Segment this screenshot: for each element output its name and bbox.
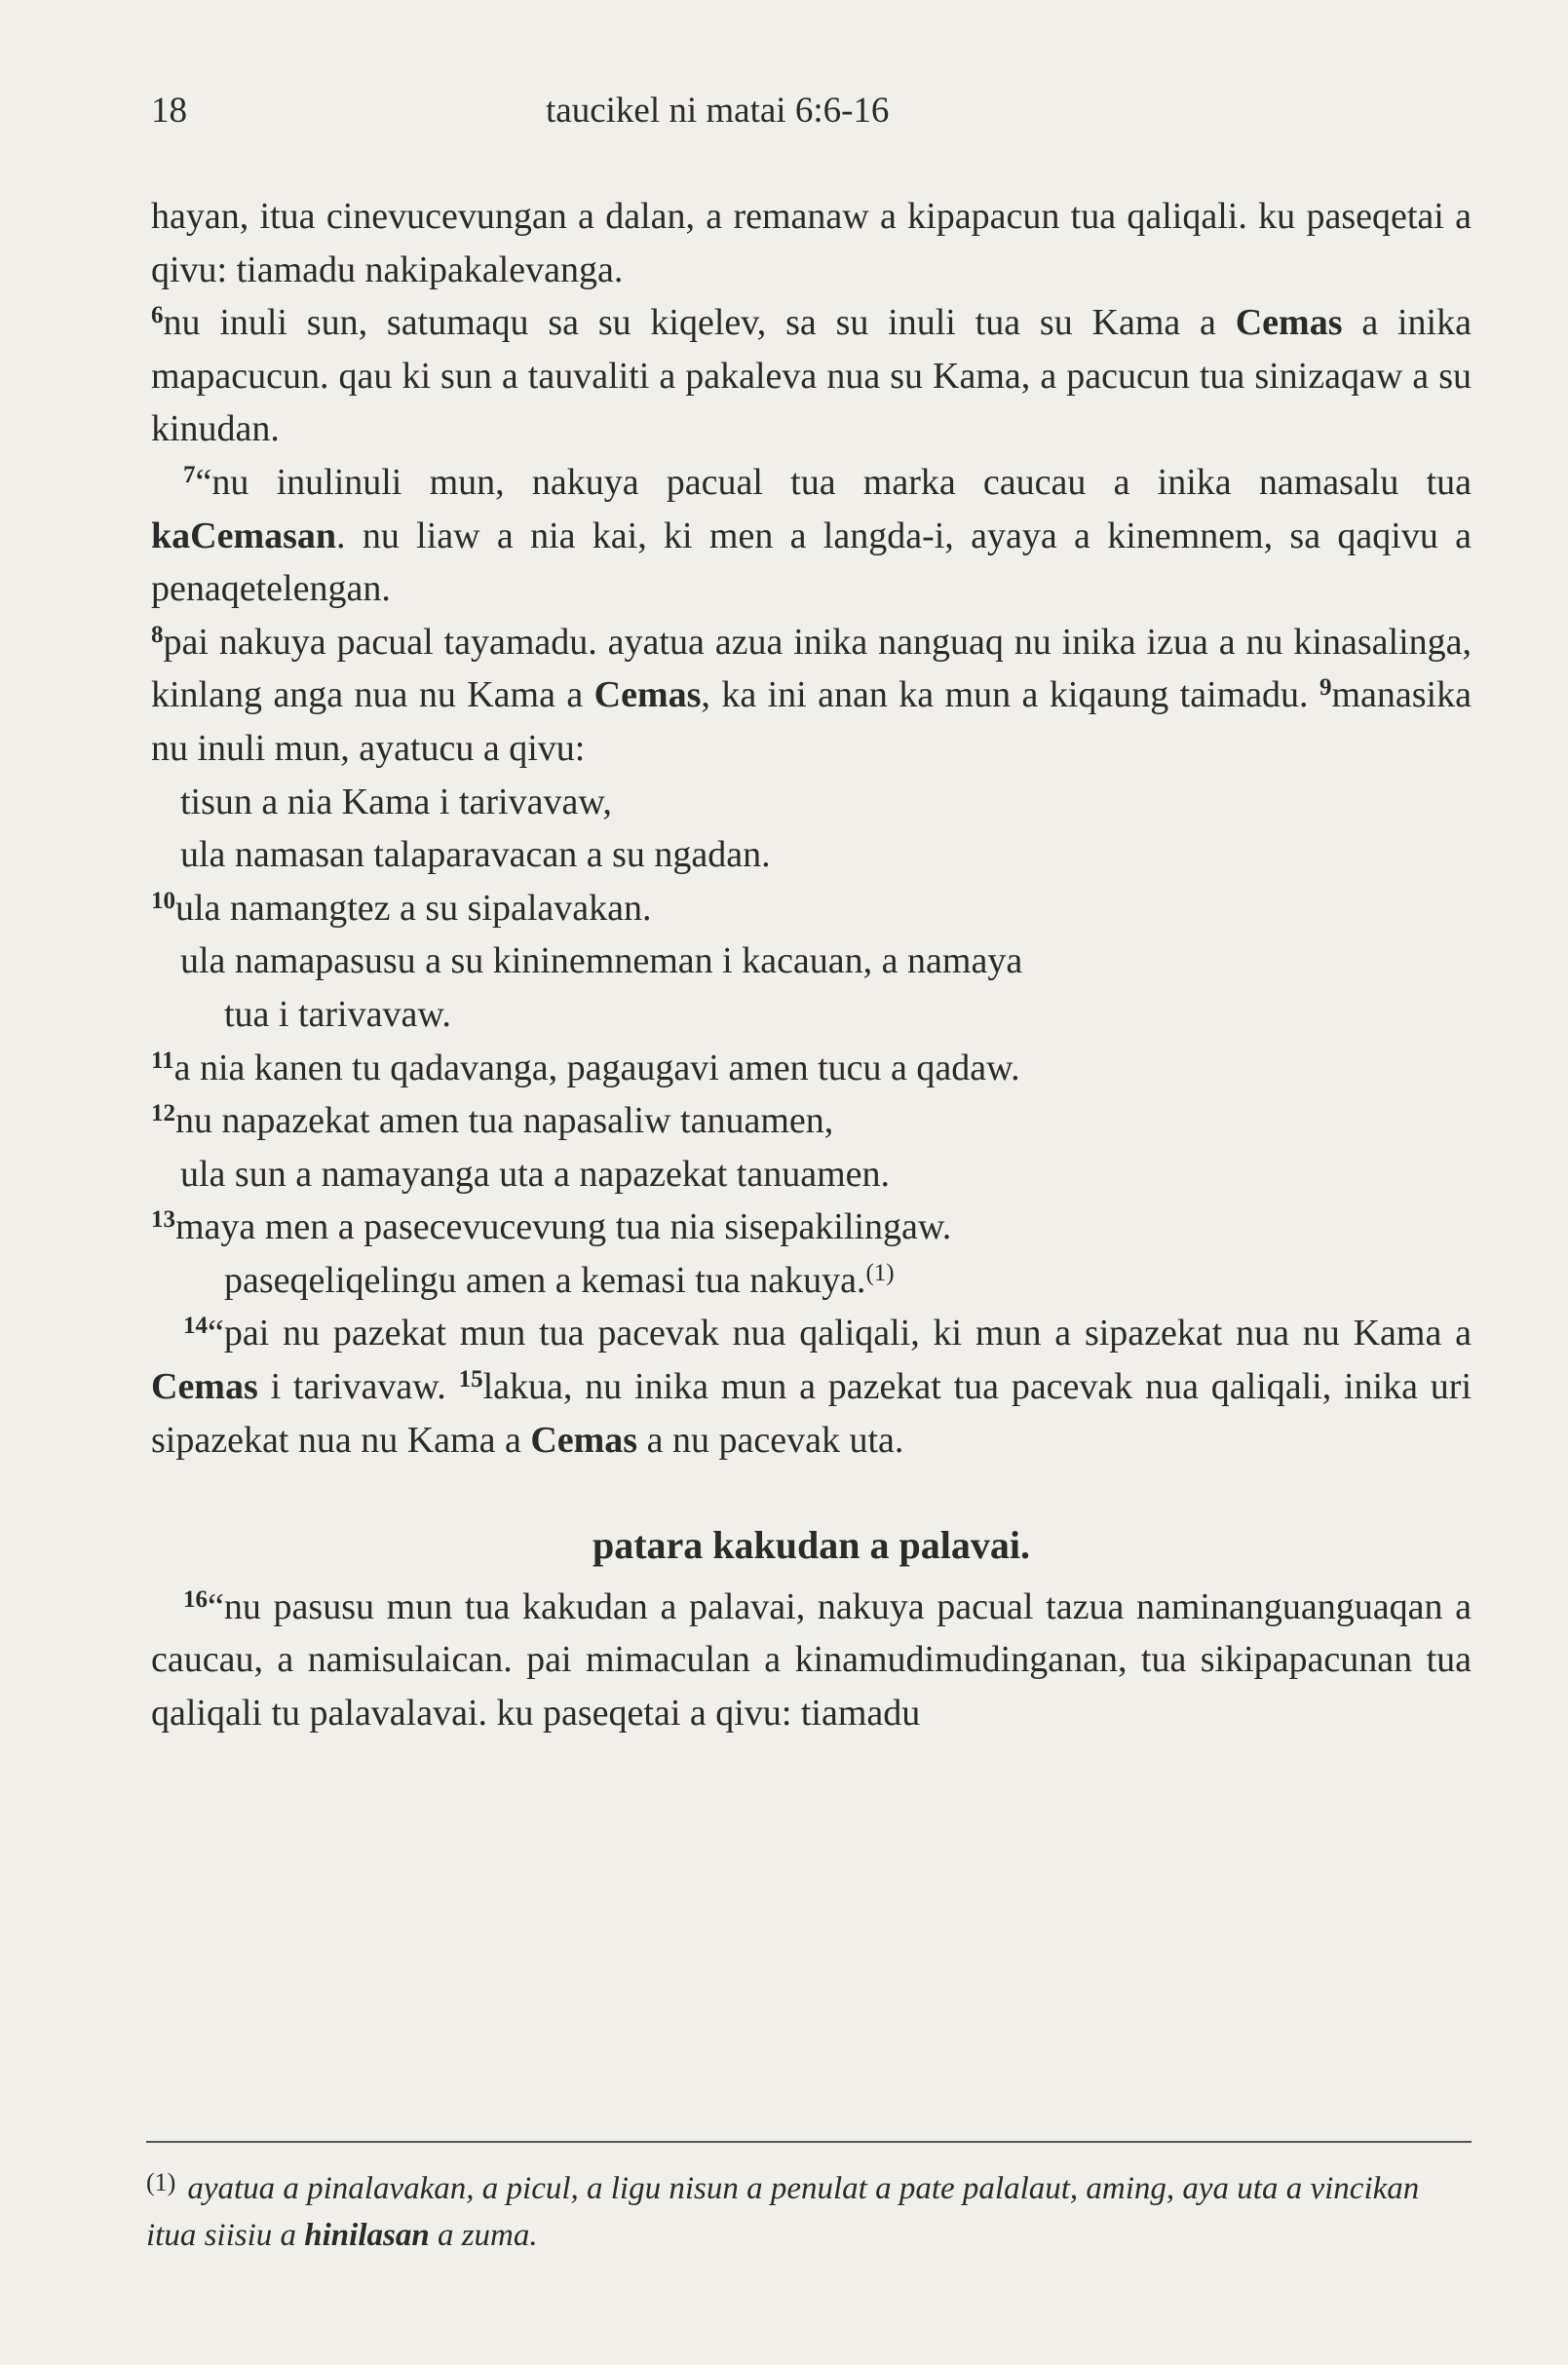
name-kacemasan: kaCemasan (151, 515, 337, 556)
poem-line: tua i tarivavaw. (224, 993, 451, 1035)
section-heading: patara kakudan a palavai. (592, 1523, 1031, 1568)
verse-number: 11 (151, 1047, 174, 1074)
verse-14-text-end: i tarivavaw. (257, 1366, 459, 1408)
verse-15-text: lakua, nu inika mun a pazekat tua pacevak nua qaliqali, inika uri sipazekat nua nu Kama a (151, 1366, 1472, 1461)
verse-number: 13 (151, 1206, 175, 1234)
footnote-text: ayatua a pinalavakan, a picul, a ligu nisun a penulat a pate palalaut, aming, aya uta a vincikan itua siisiu a (146, 2171, 1420, 2253)
verse-9-text: manasika nu inuli mun, ayatucu a qivu: (151, 674, 1472, 769)
verse-number: 8 (151, 621, 164, 648)
poem-line-text: maya men a pasecevucevung tua nia sisepakilingaw. (175, 1206, 952, 1248)
poem-line-text: ula namangtez a su sipalavakan. (175, 887, 652, 929)
paragraph-16 (151, 1581, 1472, 1740)
verse-6-text-end: a inika mapacucun. qau ki sun a tauvaliti a pakaleva nua su Kama, a pacucun tua sinizaqaw a su kinudan. (151, 302, 1472, 450)
poem-line: ula namasan talaparavacan a su ngadan. (180, 834, 771, 876)
poem-line (151, 1094, 1472, 1148)
verse-5-continuation: hayan, itua cinevucevungan a dalan, a remanaw a kipapacun tua qaliqali. ku paseqetai a qivu: tiamadu nakipakalevanga. (151, 196, 1472, 290)
poem-line (151, 882, 1472, 935)
verse-7-text-end: . nu liaw a nia kai, ki men a langda-i, ayaya a kinemnem, sa qaqivu a penaqetelengan. (151, 515, 1472, 610)
poem-line-text: a nia kanen tu qadavanga, pagaugavi amen tucu a qadaw. (173, 1047, 1020, 1088)
verse-14-text: “pai nu pazekat mun tua pacevak nua qaliqali, ki mun a sipazekat nua nu Kama a (208, 1313, 1472, 1354)
running-title: taucikel ni matai 6:6-16 (546, 91, 890, 131)
paragraph-14 (151, 1307, 1472, 1467)
verse-number: 10 (151, 887, 175, 914)
verse-15-text-end: a nu pacevak uta. (637, 1419, 904, 1461)
poem-line: ula namapasusu a su kininemneman i kacauan, a namaya (180, 940, 1023, 982)
footnote-bold-word: hinilasan (304, 2218, 430, 2253)
poem-line (151, 1254, 1472, 1308)
page-number: 18 (151, 91, 187, 131)
footnote-marker: (1) (146, 2168, 176, 2196)
prayer-poem (151, 776, 1472, 1308)
footnote (146, 2159, 1476, 2259)
verse-number: 6 (151, 302, 164, 329)
verse-number: 9 (1319, 674, 1332, 702)
verse-number: 14 (183, 1313, 208, 1340)
footnote-divider (146, 2141, 1472, 2143)
page-header (151, 90, 1476, 148)
poem-line-text: paseqeliqelingu amen a kemasi tua nakuya. (224, 1259, 866, 1301)
name-cemas: Cemas (1235, 302, 1343, 344)
verse-number: 12 (151, 1100, 175, 1127)
poem-line-text: nu napazekat amen tua napasaliw tanuamen, (175, 1100, 834, 1142)
verse-6-text: nu inuli sun, satumaqu sa su kiqelev, sa su inuli tua su Kama a (163, 302, 1236, 344)
paragraph-5 (151, 190, 1472, 456)
verse-7-text: “nu inulinuli mun, nakuya pacual tua marka caucau a inika namasalu tua (195, 461, 1472, 503)
name-cemas: Cemas (593, 674, 702, 716)
footnote-reference[interactable]: (1) (865, 1259, 895, 1286)
paragraph-7 (151, 456, 1472, 776)
poem-line (151, 1042, 1472, 1095)
verse-number: 7 (183, 461, 196, 488)
poem-line (151, 1201, 1472, 1254)
footnote-text-end: a zuma. (429, 2218, 538, 2253)
poem-line: tisun a nia Kama i tarivavaw, (180, 781, 612, 822)
verse-16-text: “nu pasusu mun tua kakudan a palavai, nakuya pacual tazua naminanguanguaqan a caucau, a namisulaican. pai mimaculan a kinamudimudinganan, tua sikipapacunan tua qaliqali tu palavalavai. ku paseqetai a qivu: tiamadu (151, 1585, 1472, 1735)
verse-number: 16 (183, 1585, 208, 1613)
scripture-body (151, 190, 1472, 1740)
verse-8-text: pai nakuya pacual tayamadu. ayatua azua inika nanguaq nu inika izua a nu kinasalinga, kinlang anga nua nu Kama a (151, 621, 1472, 716)
verse-8-text-end: , ka ini anan ka mun a kiqaung taimadu. (701, 674, 1319, 716)
name-cemas: Cemas (530, 1419, 638, 1461)
name-cemas: Cemas (151, 1366, 258, 1408)
poem-line: ula sun a namayanga uta a napazekat tanuamen. (180, 1153, 890, 1195)
verse-number: 15 (458, 1366, 483, 1393)
